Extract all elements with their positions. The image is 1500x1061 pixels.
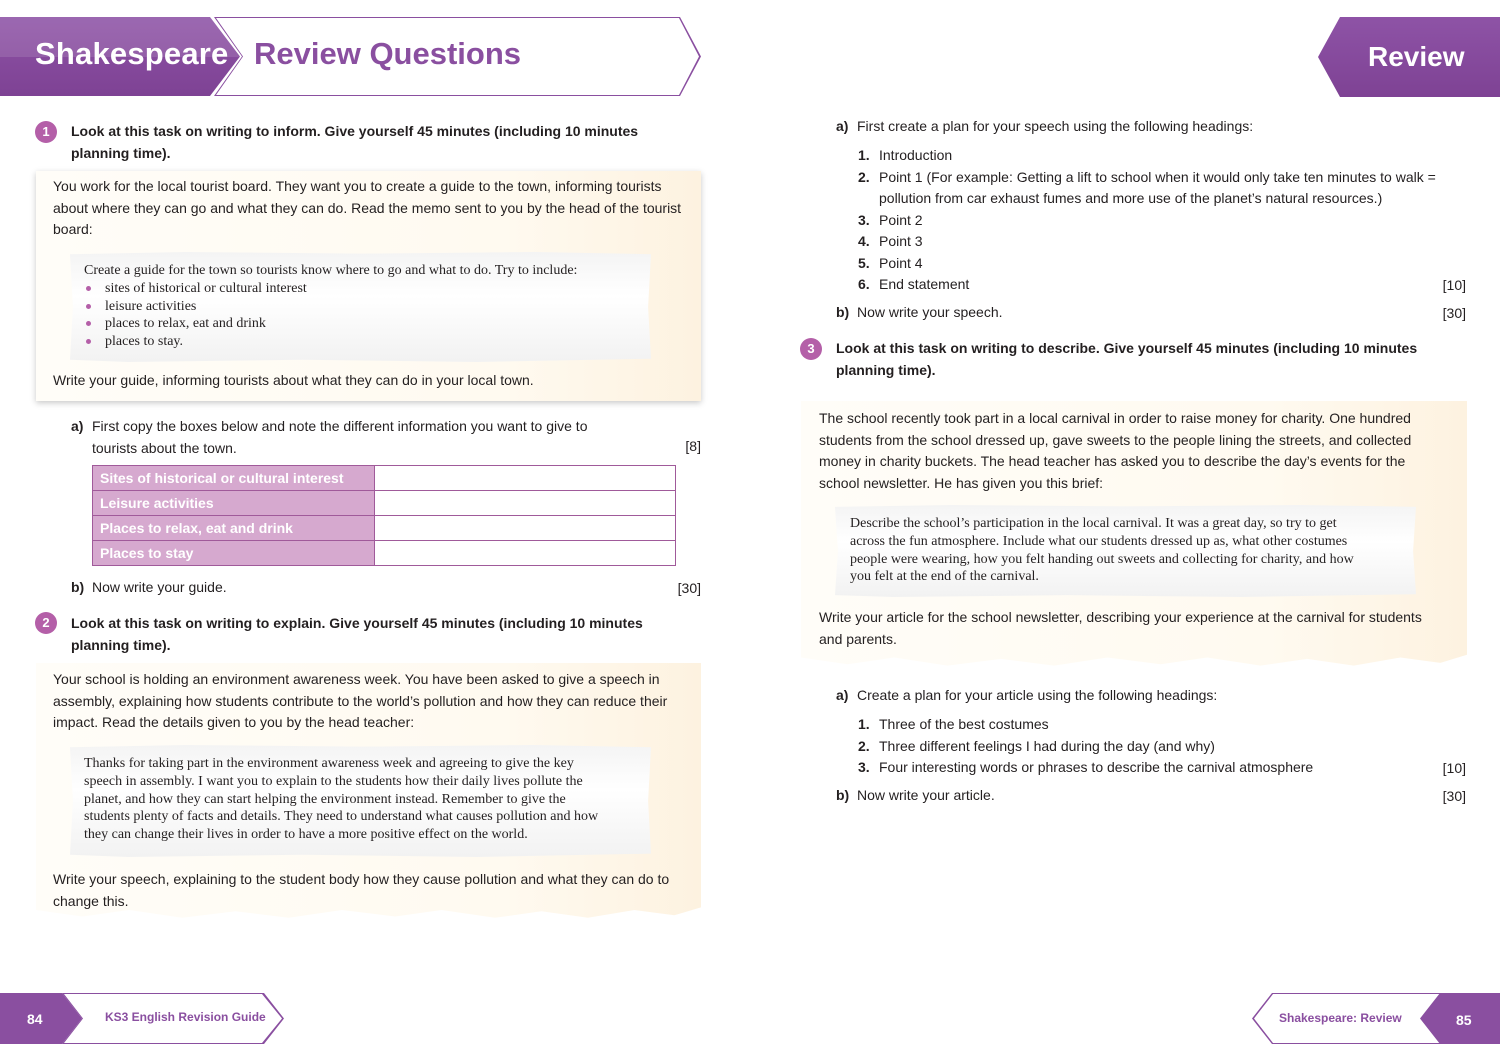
page-number-left: 84 [27,1011,43,1027]
memo-item: leisure activities [84,298,644,316]
table-row-label: Places to stay [93,541,375,566]
table-cell-empty [375,541,676,566]
planning-table [92,465,676,566]
memo-list [84,280,644,351]
table-row [93,466,676,491]
task-outro: Write your speech, explaining to the student body how they cause pollution and what they can do to change this. [53,871,670,909]
subquestion-label: b) [71,579,85,595]
subquestion-text: Now write your speech. [857,304,1003,320]
header-section-label: Shakespeare [35,36,229,71]
table-row [93,541,676,566]
task-outro: Write your guide, informing tourists about what they can do in your local town. [53,372,534,388]
list-item: 2. Three different feelings I had during the day (and why) [858,737,1215,754]
task-intro: Your school is holding an environment awareness week. You have been asked to give a speech in assembly, explaining how students contribute to the world’s pollution and how they can reduce their impact. Read the details given to you by the head teacher: [53,671,668,730]
question-number-badge: 2 [35,612,57,634]
memo-intro: Create a guide for the town so tourists know where to go and what to do. Try to include: [84,263,578,278]
task-intro: You work for the local tourist board. They want you to create a guide to the town, informing tourists about where they can go and what they can do. Read the memo sent to you by the head of the tourist board: [53,178,682,237]
list-item: 4. Point 3 [858,233,923,249]
table-row [93,516,676,541]
marks: [30] [1442,305,1466,321]
table-cell-empty [375,516,676,541]
subquestion-text: First copy the boxes below and note the different information you want to give to tourists about the town. [92,418,588,456]
question-prompt: Look at this task on writing to explain. Give yourself 45 minutes (including 10 minutes planning time). [71,615,643,653]
footer-book-title: KS3 English Revision Guide [105,1010,266,1024]
list-item: 3. Four interesting words or phrases to describe the carnival atmosphere [858,759,1314,775]
question-number-badge: 3 [800,338,822,360]
memo-text: Thanks for taking part in the environment awareness week and agreeing to give the key speech in assembly. I want you to explain to the students how their daily lives pollute the planet, and how they can start helping the environment instead. Remember to give the students plenty of facts and details. They need to understand what causes pollution and how they can change their lives in order to have a more positive effect on the world. [84,756,599,843]
table-row-label: Places to relax, eat and drink [93,516,375,541]
subquestion-label: a) [71,418,84,434]
subquestion-label: a) [836,687,849,703]
marks: [8] [685,438,701,454]
header-review-label: Review [1368,41,1465,72]
task-intro: The school recently took part in a local carnival in order to raise money for charity. One hundred students from the school dressed up, gave sweets to the people lining the streets, and collected money in charity buckets. The head teacher has asked you to describe the day’s events for the school newsletter. He has given you this brief: [819,410,1412,491]
memo-text [84,262,644,351]
heading-list [858,145,1463,296]
memo-text: Describe the school’s participation in the local carnival. It was a great day, so try to get across the fun atmosphere. Include what our students dressed up as, what other costumes people were wearing, how you felt handing out sweets and collecting for charity, and how you felt at the end of the carnival. [850,516,1354,585]
table-cell-empty [375,491,676,516]
memo-item: sites of historical or cultural interest [84,280,644,298]
marks: [10] [1442,760,1466,776]
list-item: 1. Three of the best costumes [858,716,1049,732]
subquestion-label: b) [836,787,850,803]
question-prompt: Look at this task on writing to describe. Give yourself 45 minutes (including 10 minutes planning time). [836,340,1418,378]
subquestion-text: Now write your article. [857,787,995,803]
marks: [10] [1442,277,1466,293]
subquestion-text: Now write your guide. [92,579,227,595]
question-prompt: Look at this task on writing to inform. Give yourself 45 minutes (including 10 minutes planning time). [71,123,639,161]
list-item: 3. Point 2 [858,211,923,228]
subquestion-text: Create a plan for your article using the following headings: [857,687,1218,703]
memo-item: places to stay. [84,333,644,351]
task-outro: Write your article for the school newsletter, describing your experience at the carnival for students and parents. [819,609,1422,647]
list-item: 2. Point 1 (For example: Getting a lift to school when it would only take ten minutes to walk = pollution from car exhaust fumes and more use of the planet’s natural resources.) [858,168,1436,206]
list-item: 5. Point 4 [858,254,923,271]
memo-item: places to relax, eat and drink [84,315,644,333]
marks: [30] [1442,788,1466,804]
table-cell-empty [375,466,676,491]
page-number-right: 85 [1456,1012,1472,1028]
table-row [93,491,676,516]
question-number-badge: 1 [35,121,57,143]
page-title: Review Questions [254,36,522,71]
table-row-label: Leisure activities [93,491,375,516]
heading-list [858,714,1398,779]
list-item: 6. End statement [858,276,970,292]
subquestion-label: a) [836,118,849,134]
footer-section-title: Shakespeare: Review [1279,1011,1402,1025]
marks: [30] [677,580,701,596]
subquestion-label: b) [836,304,850,320]
list-item: 1. Introduction [858,147,953,163]
subquestion-text: First create a plan for your speech using the following headings: [857,118,1254,134]
table-row-label: Sites of historical or cultural interest [93,466,375,491]
